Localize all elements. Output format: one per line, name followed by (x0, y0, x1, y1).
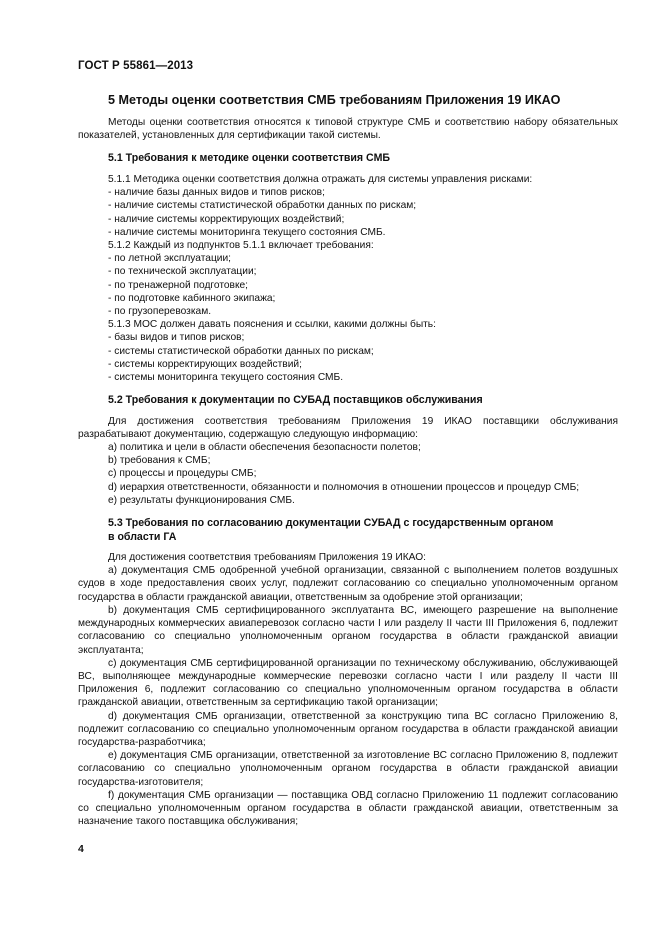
list-item: - по подготовке кабинного экипажа; (108, 292, 276, 304)
list-item: - по летной эксплуатации; (108, 253, 231, 265)
list-item: c) процессы и процедуры СМБ; (108, 468, 257, 480)
page-number: 4 (78, 843, 84, 855)
paragraph-5-1-2: 5.1.2 Каждый из подпунктов 5.1.1 включает требования: (108, 239, 374, 251)
list-item: e) документация СМБ организации, ответственной за изготовление ВС согласно Приложению 8, подлежит согласованию со специально уполномоченным органом государства в области гражданской авиации государства-изготовителя; (78, 750, 618, 788)
list-item: - по тренажерной подготовке; (108, 279, 249, 291)
paragraph-5-1-1: 5.1.1 Методика оценки соответствия должна отражать для системы управления рисками: (108, 173, 533, 185)
section-5-3-title-line-2: в области ГА (108, 530, 177, 543)
section-5-intro: Методы оценки соответствия относятся к типовой структуре СМБ и соответствию набору обязательных показателей, установленных для сертификации такой системы. (78, 117, 618, 142)
list-item: c) документация СМБ сертифицированной организации по техническому обслуживанию, обслуживающей ВС, выполняющее международные коммерческие перевозки согласно части I или разделу II части III Приложения 6, подлежит согласованию со специально уполномоченным органом государства в области гражданской авиации, ответственным за сертификацию такой организации; (78, 657, 618, 709)
list-item: a) документация СМБ одобренной учебной организации, связанной с выполнением полетов воздушных судов в ходе предоставления своих услуг, подлежит согласованию со специально уполномоченным органом государства в области гражданской авиации, ответственным за одобрение этой организации; (78, 565, 618, 603)
section-5-3-intro: Для достижения соответствия требованиям Приложения 19 ИКАО: (108, 552, 426, 564)
list-item: b) документация СМБ сертифицированного эксплуатанта ВС, имеющего разрешение на выполнение международных коммерческих авиаперевозок согласно части I или разделу II части III Приложения 6, подлежит согласованию со специально уполномоченным органом государства в области гражданской авиации эксплуатанта; (78, 604, 618, 656)
list-item: - системы мониторинга текущего состояния СМБ. (108, 371, 344, 383)
list-item: d) иерархия ответственности, обязанности и полномочия в отношении процессов и процедур СМБ; (108, 481, 580, 493)
section-5-1-title: 5.1 Требования к методике оценки соответствия СМБ (108, 152, 391, 165)
list-item: - наличие системы статистической обработки данных по рискам; (108, 200, 417, 212)
list-item: d) документация СМБ организации, ответственной за конструкцию типа ВС согласно Приложению 8, подлежит согласованию со специально уполномоченным органом государства в области гражданской авиации государства-разработчика; (78, 710, 618, 748)
section-5-3-title-line-1: 5.3 Требования по согласованию документации СУБАД с государственным органом (108, 517, 554, 530)
list-item: b) требования к СМБ; (108, 455, 211, 467)
list-item: f) документация СМБ организации — поставщика ОВД согласно Приложению 11 подлежит согласованию со специально уполномоченным органом государства в области гражданской авиации, ответственным за назначение такого поставщика обслуживания; (78, 789, 618, 828)
section-5-2-intro: Для достижения соответствия требованиям Приложения 19 ИКАО поставщики обслуживания разрабатывают документацию, содержащую следующую информацию: (78, 415, 618, 440)
list-item: - наличие системы мониторинга текущего состояния СМБ. (108, 226, 386, 238)
list-item: - базы видов и типов рисков; (108, 332, 245, 344)
section-5-2-title: 5.2 Требования к документации по СУБАД поставщиков обслуживания (108, 394, 483, 407)
section-5-title: 5 Методы оценки соответствия СМБ требованиям Приложения 19 ИКАО (108, 93, 561, 107)
list-item: - системы статистической обработки данных по рискам; (108, 345, 374, 357)
list-item: a) политика и цели в области обеспечения безопасности полетов; (108, 442, 421, 454)
list-item: - наличие базы данных видов и типов рисков; (108, 187, 325, 199)
page-content (78, 92, 618, 828)
document-code: ГОСТ Р 55861—2013 (78, 60, 194, 72)
paragraph-5-1-3: 5.1.3 МОС должен давать пояснения и ссылки, какими должны быть: (108, 319, 436, 331)
list-item: - по технической эксплуатации; (108, 266, 257, 278)
list-item: e) результаты функционирования СМБ. (108, 494, 295, 506)
list-item: - по грузоперевозкам. (108, 305, 212, 317)
list-item: - системы корректирующих воздействий; (108, 358, 302, 370)
list-item: - наличие системы корректирующих воздействий; (108, 213, 345, 225)
